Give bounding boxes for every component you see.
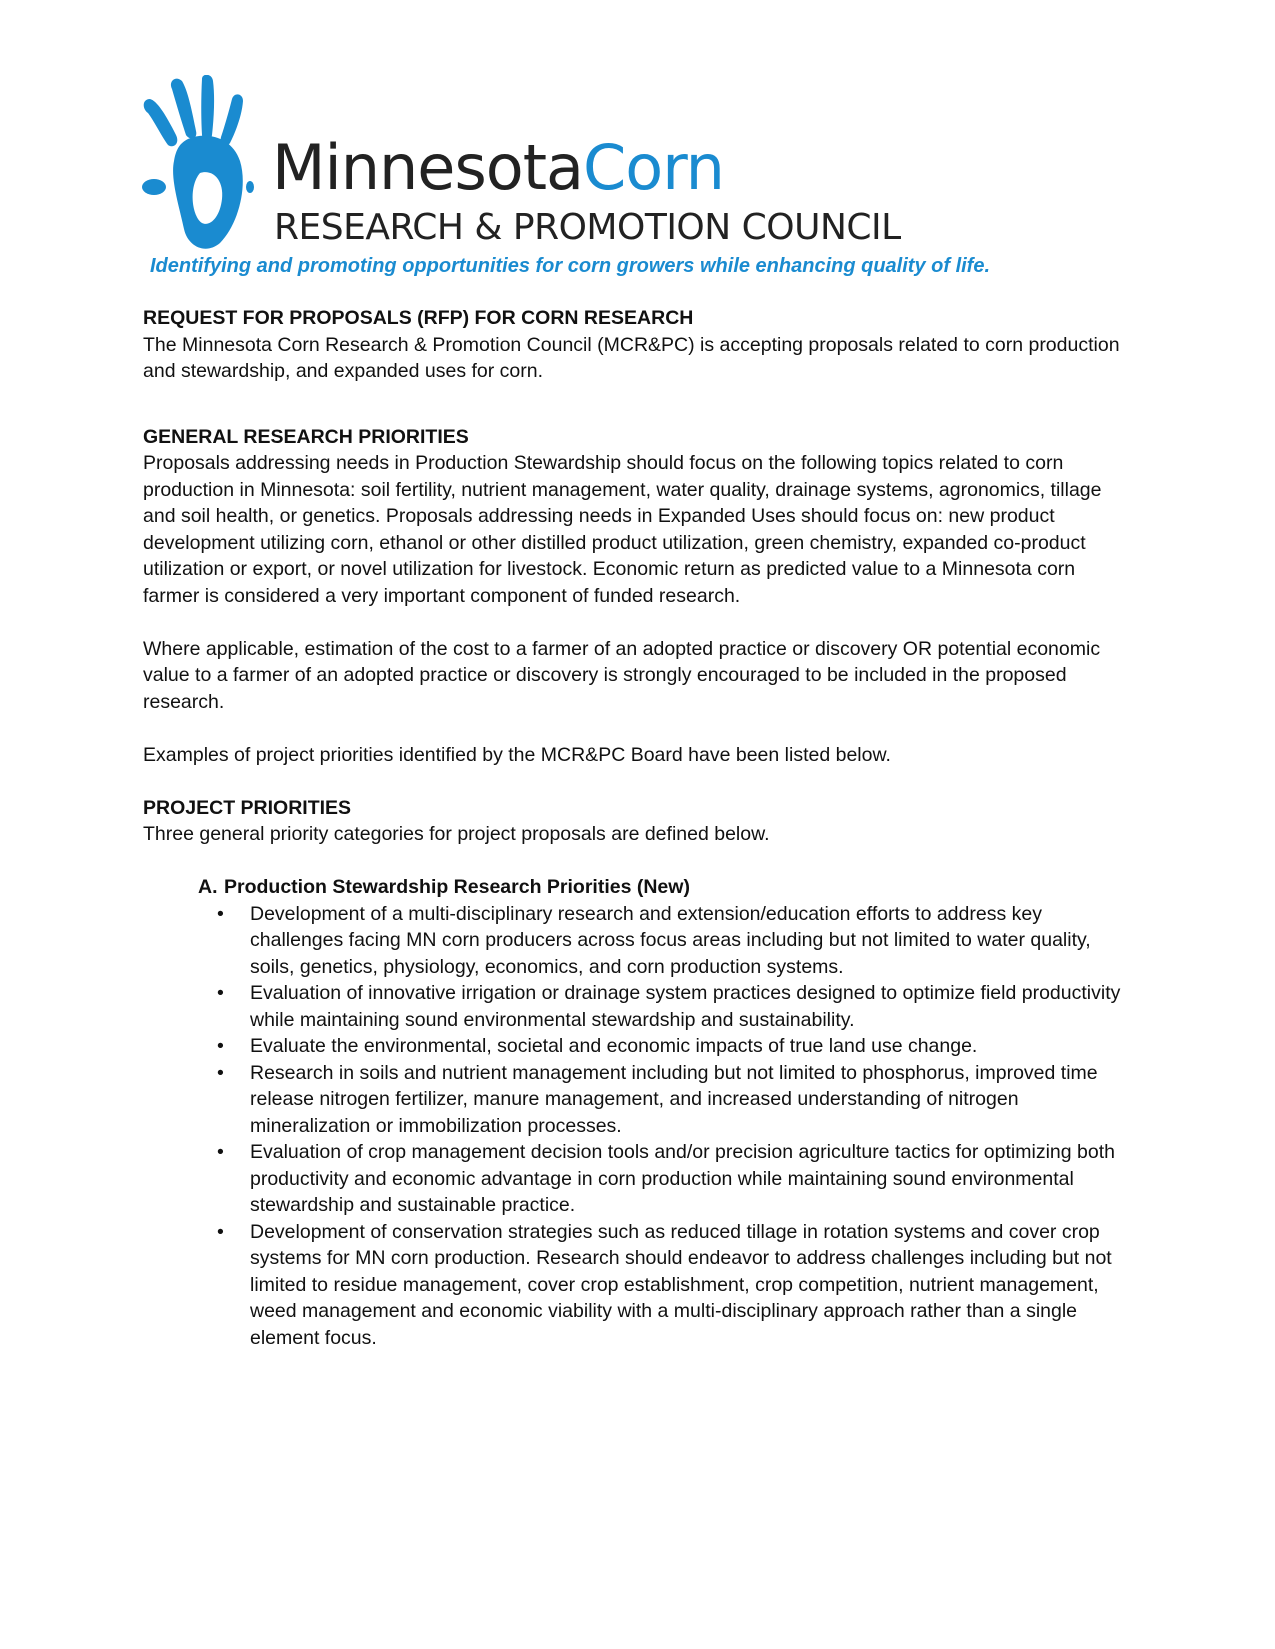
list-item-text: Evaluate the environmental, societal and economic impacts of true land use change. bbox=[250, 1035, 978, 1057]
list-item-text: Development of a multi-disciplinary research and extension/education efforts to address key challenges facing MN corn producers across focus areas including but not limited to water quality, soils, genetics, physiology, economics, and corn production systems. bbox=[250, 902, 1091, 978]
list-item bbox=[217, 1219, 1133, 1352]
handprint-icon bbox=[140, 75, 270, 251]
list-item-text: Evaluation of crop management decision tools and/or precision agriculture tactics for optimizing both productivity and economic advantage in corn production while maintaining sound environmental stewardship and sustainable practice. bbox=[250, 1141, 1115, 1216]
logo-wordmark-minnesota: Minnesota bbox=[272, 131, 583, 204]
bullet-icon: • bbox=[217, 1061, 224, 1084]
logo-subtitle: RESEARCH & PROMOTION COUNCIL bbox=[274, 207, 901, 248]
bullet-icon: • bbox=[217, 1220, 224, 1243]
production-stewardship-section bbox=[198, 874, 1133, 1351]
general-priorities-paragraph-2: Where applicable, estimation of the cost to a farmer of an adopted practice or discovery OR potential economic value to a farmer of an adopted practice or discovery is strongly encouraged to be included in the proposed research. bbox=[143, 637, 1101, 713]
list-item bbox=[217, 1033, 1133, 1060]
subsection-title-text: Production Stewardship Research Priorities (New) bbox=[224, 876, 690, 898]
project-priorities-body: Three general priority categories for project proposals are defined below. bbox=[143, 823, 770, 845]
bullet-icon: • bbox=[217, 1141, 224, 1163]
rfp-heading: REQUEST FOR PROPOSALS (RFP) FOR CORN RESEARCH bbox=[143, 307, 694, 329]
project-priorities-heading: PROJECT PRIORITIES bbox=[143, 796, 352, 819]
list-item-text: Research in soils and nutrient management including but not limited to phosphorus, improved time release nitrogen fertilizer, manure management, and increased understanding of nitrogen mineralization or immobilization processes. bbox=[250, 1061, 1098, 1137]
rfp-body: The Minnesota Corn Research & Promotion Council (MCR&PC) is accepting proposals related to corn production and stewardship, and expanded uses for corn. bbox=[143, 333, 1120, 382]
subsection-letter: A. bbox=[198, 876, 218, 898]
list-item bbox=[217, 980, 1133, 1033]
list-item-text: Evaluation of innovative irrigation or drainage system practices designed to optimize field productivity while maintaining sound environmental stewardship and sustainability. bbox=[250, 982, 1121, 1031]
council-logo bbox=[140, 75, 900, 255]
list-item bbox=[217, 1139, 1133, 1219]
list-item bbox=[217, 901, 1133, 981]
logo-wordmark bbox=[272, 131, 724, 204]
subsection-title bbox=[198, 874, 1133, 901]
priority-bullet-list bbox=[198, 901, 1133, 1352]
tagline: Identifying and promoting opportunities for corn growers while enhancing quality of life. bbox=[150, 255, 991, 277]
general-priorities-paragraph-3: Examples of project priorities identified by the MCR&PC Board have been listed below. bbox=[143, 743, 891, 766]
logo-wordmark-corn: Corn bbox=[583, 131, 724, 204]
general-priorities-heading: GENERAL RESEARCH PRIORITIES bbox=[143, 425, 469, 448]
document-body bbox=[143, 305, 1133, 1351]
list-item bbox=[217, 1060, 1133, 1140]
bullet-icon: • bbox=[217, 1035, 224, 1057]
bullet-icon: • bbox=[217, 902, 224, 925]
general-priorities-paragraph-1: Proposals addressing needs in Production Stewardship should focus on the following topics related to corn production in Minnesota: soil fertility, nutrient management, water quality, drainage systems, agronomics, tillage and soil health, or genetics. Proposals addressing needs in Expanded Uses should focus on: new product development utilizing corn, ethanol or other distilled product utilization, green chemistry, expanded co-product utilization or export, or novel utilization for livestock. Economic return as predicted value to a Minnesota corn farmer is considered a very important component of funded research. bbox=[143, 452, 1102, 607]
list-item-text: Development of conservation strategies such as reduced tillage in rotation systems and cover crop systems for MN corn production. Research should endeavor to address challenges including but not limited to residue management, cover crop establishment, crop competition, nutrient management, weed management and economic viability with a multi-disciplinary approach rather than a single element focus. bbox=[250, 1220, 1112, 1349]
bullet-icon: • bbox=[217, 982, 224, 1004]
